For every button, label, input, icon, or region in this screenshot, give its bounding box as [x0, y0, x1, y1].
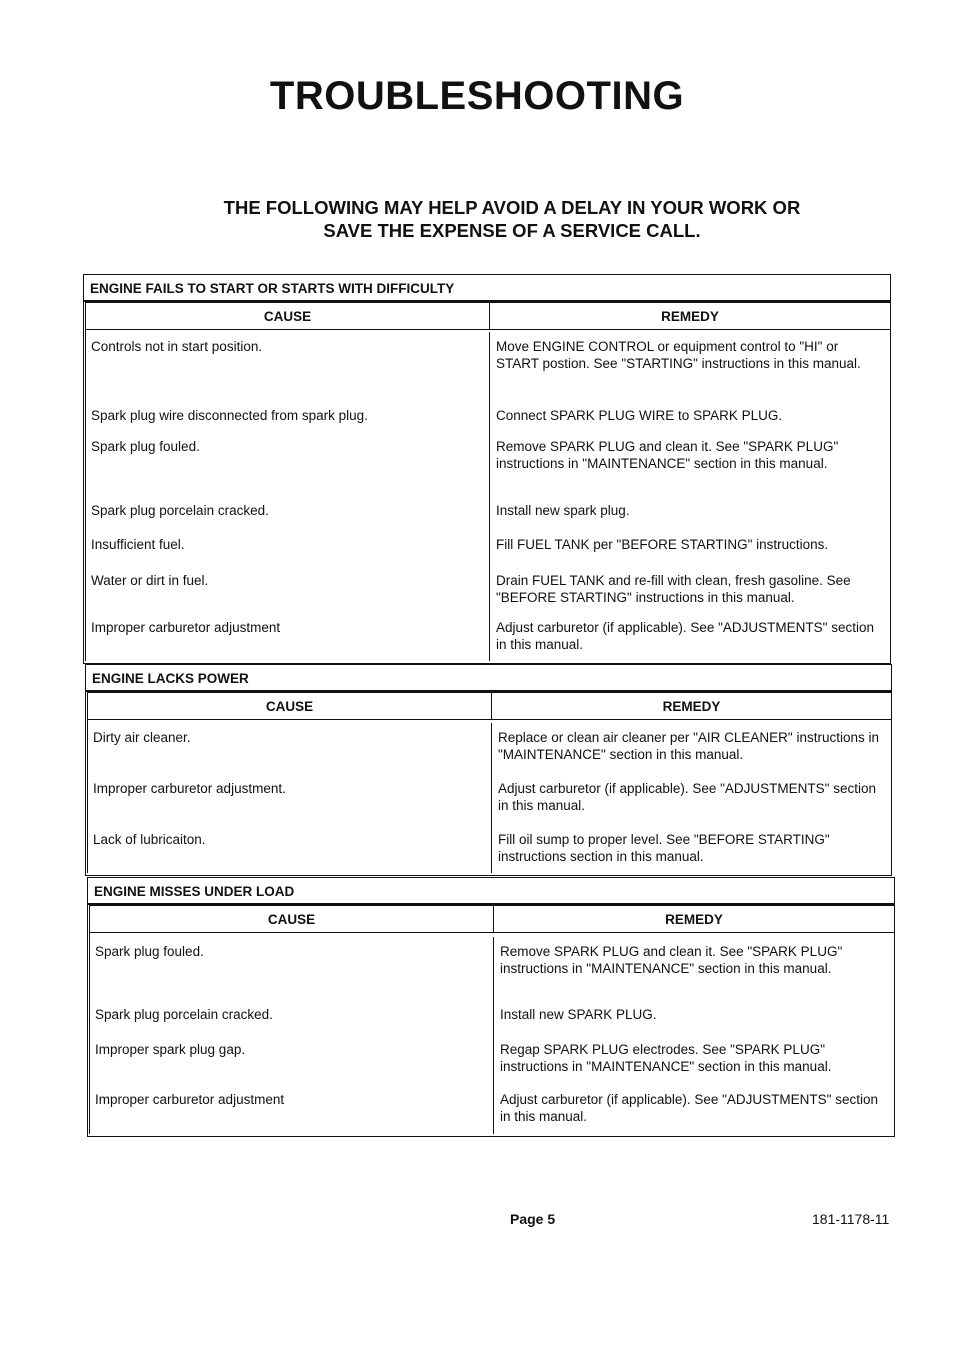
cause-cell: Improper carburetor adjustment.: [93, 780, 286, 796]
cause-cell: Controls not in start position.: [91, 339, 263, 354]
cause-column: [86, 332, 490, 661]
page-title: TROUBLESHOOTING: [269, 74, 685, 118]
cause-cell: Lack of lubricaiton.: [93, 831, 206, 847]
remedy-cell: Remove SPARK PLUG and clean it. See "SPARK PLUG" instructions in "MAINTENANCE" section in this manual.: [500, 943, 843, 976]
remedy-cell: Adjust carburetor (if applicable). See "ADJUSTMENTS" section in this manual.: [498, 780, 876, 813]
cause-cell: Improper carburetor adjustment: [91, 620, 281, 635]
cause-column: [90, 937, 494, 1135]
cause-column: [88, 723, 492, 874]
remedy-cell: Fill FUEL TANK per "BEFORE STARTING" instructions.: [496, 537, 829, 552]
cause-column-header: CAUSE: [90, 905, 494, 933]
remedy-cell: Fill oil sump to proper level. See "BEFORE STARTING" instructions section in this manual.: [498, 831, 830, 864]
remedy-cell: Move ENGINE CONTROL or equipment control to "HI" or START postion. See "STARTING" instructions in this manual.: [496, 339, 861, 371]
remedy-column: [490, 332, 890, 661]
cause-column-header: CAUSE: [88, 692, 492, 720]
remedy-cell: Install new spark plug.: [496, 503, 630, 518]
document-code: 181-1178-11: [812, 1211, 890, 1227]
section-engine-misses-under-load: [87, 877, 895, 1137]
subtitle-line-2: SAVE THE EXPENSE OF A SERVICE CALL.: [323, 220, 701, 241]
page-subtitle: [0, 196, 954, 242]
section-engine-fails-to-start: [83, 274, 891, 664]
cause-cell: Improper spark plug gap.: [95, 1041, 246, 1057]
cause-cell: Water or dirt in fuel.: [91, 573, 209, 588]
remedy-cell: Replace or clean air cleaner per "AIR CLEANER" instructions in "MAINTENANCE" section in this manual.: [498, 729, 879, 762]
remedy-cell: Connect SPARK PLUG WIRE to SPARK PLUG.: [496, 408, 783, 423]
cause-cell: Insufficient fuel.: [91, 537, 185, 552]
remedy-column: [494, 937, 894, 1135]
cause-cell: Spark plug porcelain cracked.: [95, 1006, 273, 1022]
remedy-cell: Remove SPARK PLUG and clean it. See "SPARK PLUG" instructions in "MAINTENANCE" section in this manual.: [496, 439, 839, 471]
remedy-column-header: REMEDY: [494, 905, 894, 933]
remedy-cell: Install new SPARK PLUG.: [500, 1006, 657, 1022]
section-heading: ENGINE FAILS TO START OR STARTS WITH DIFFICULTY: [84, 275, 890, 302]
remedy-column-header: REMEDY: [490, 302, 890, 330]
cause-column-header: CAUSE: [86, 302, 490, 330]
remedy-cell: Adjust carburetor (if applicable). See "ADJUSTMENTS" section in this manual.: [496, 620, 874, 652]
section-heading: ENGINE MISSES UNDER LOAD: [88, 878, 894, 905]
cause-cell: Spark plug porcelain cracked.: [91, 503, 269, 518]
page-number: Page 5: [510, 1211, 556, 1227]
remedy-cell: Drain FUEL TANK and re-fill with clean, fresh gasoline. See "BEFORE STARTING" instructions in this manual.: [496, 573, 851, 605]
cause-remedy-table: [89, 905, 894, 1134]
remedy-cell: Adjust carburetor (if applicable). See "ADJUSTMENTS" section in this manual.: [500, 1091, 878, 1124]
cause-remedy-table: [85, 302, 890, 661]
section-engine-lacks-power: [85, 664, 892, 876]
cause-cell: Improper carburetor adjustment: [95, 1091, 285, 1107]
cause-cell: Dirty air cleaner.: [93, 729, 191, 745]
subtitle-line-1: THE FOLLOWING MAY HELP AVOID A DELAY IN YOUR WORK OR: [223, 197, 801, 218]
cause-cell: Spark plug fouled.: [95, 943, 204, 959]
remedy-column-header: REMEDY: [492, 692, 891, 720]
section-heading: ENGINE LACKS POWER: [86, 665, 891, 692]
remedy-cell: Regap SPARK PLUG electrodes. See "SPARK PLUG" instructions in "MAINTENANCE" section in this manual.: [500, 1041, 832, 1074]
cause-cell: Spark plug wire disconnected from spark plug.: [91, 408, 368, 423]
cause-cell: Spark plug fouled.: [91, 439, 200, 454]
cause-remedy-table: [87, 692, 891, 873]
remedy-column: [492, 723, 891, 874]
